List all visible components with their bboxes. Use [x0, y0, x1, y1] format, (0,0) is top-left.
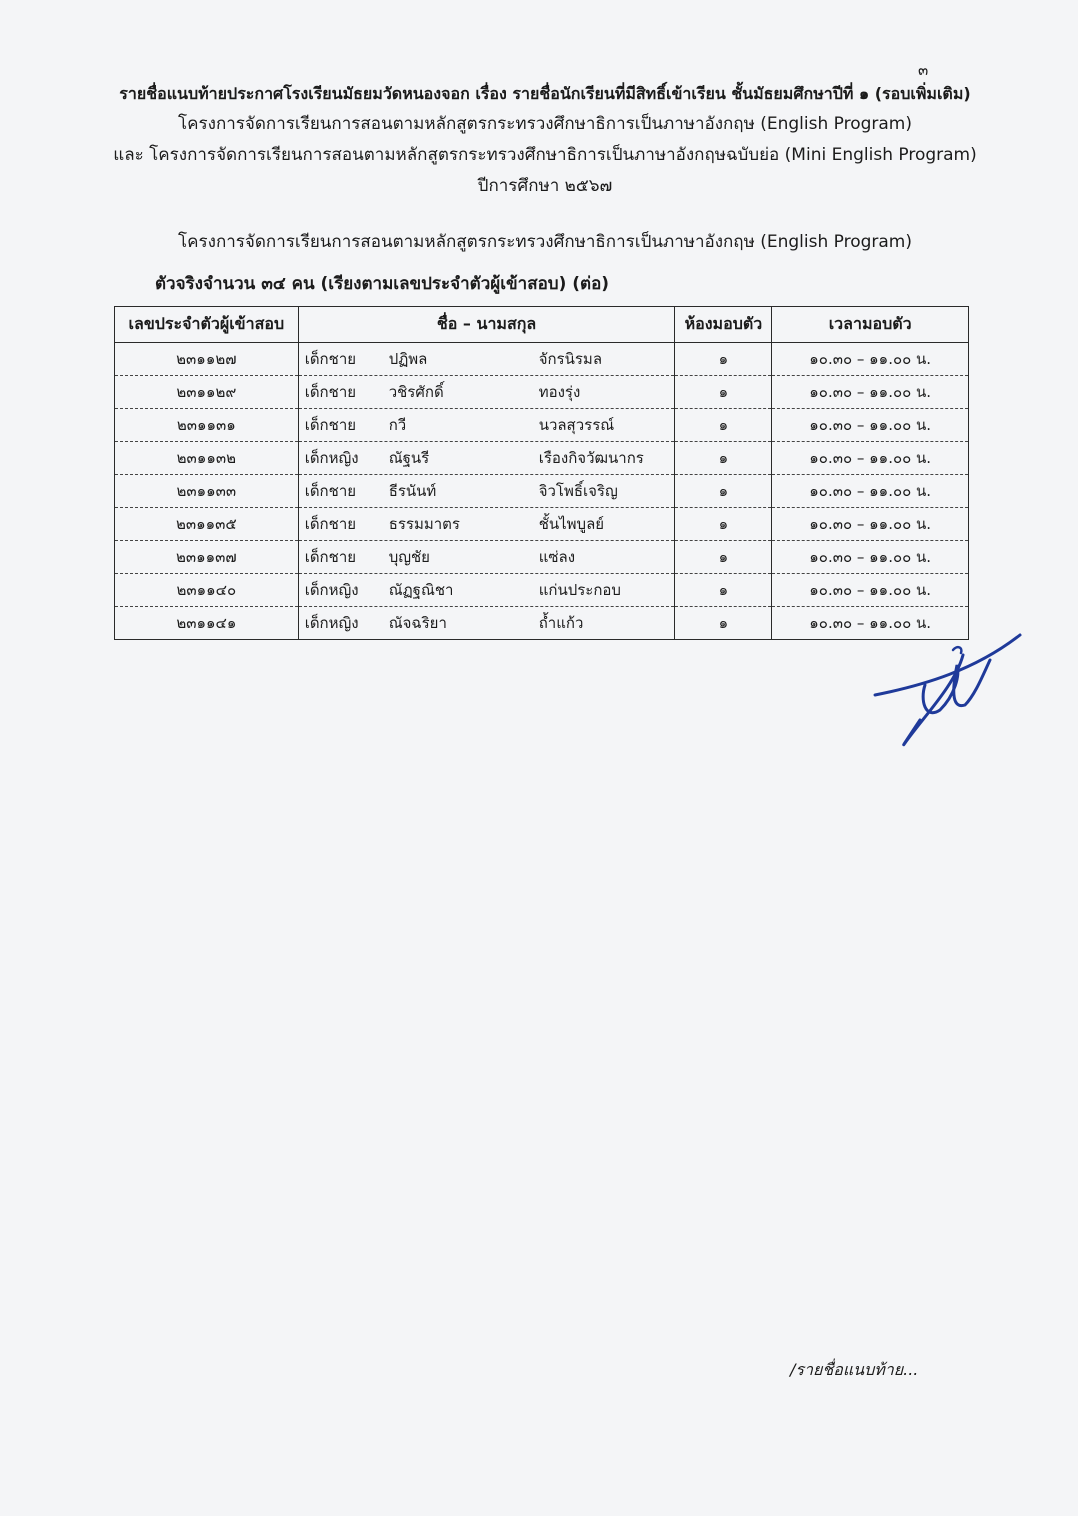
cell-first-name: ธีรนันท์	[388, 482, 437, 500]
count-line: ตัวจริงจำนวน ๓๔ คน (เรียงตามเลขประจำตัวผู้เข้าสอบ) (ต่อ)	[155, 274, 610, 294]
cell-room: ๑	[675, 442, 772, 475]
table-row	[115, 475, 969, 508]
footer-note: /รายชื่อแนบท้าย...	[790, 1360, 919, 1379]
cell-first-name: ณัฏฐณิชา	[388, 581, 454, 599]
cell-title: เด็กชาย	[304, 416, 357, 434]
cell-time: ๑๐.๓๐ – ๑๑.๐๐ น.	[772, 409, 969, 442]
cell-room: ๑	[675, 376, 772, 409]
cell-time: ๑๐.๓๐ – ๑๑.๐๐ น.	[772, 442, 969, 475]
table-row	[115, 607, 969, 640]
cell-room: ๑	[675, 607, 772, 640]
cell-title: เด็กชาย	[304, 482, 357, 500]
cell-last-name: ทองรุ่ง	[538, 383, 581, 401]
header-room: ห้องมอบตัว	[675, 307, 772, 343]
header-line-2: โครงการจัดการเรียนการสอนตามหลักสูตรกระทรวงศึกษาธิการเป็นภาษาอังกฤษ (English Program)	[178, 114, 912, 134]
cell-time: ๑๐.๓๐ – ๑๑.๐๐ น.	[772, 475, 969, 508]
table-row	[115, 541, 969, 574]
cell-name	[298, 541, 675, 574]
cell-room: ๑	[675, 343, 772, 376]
table-row	[115, 442, 969, 475]
signature-icon	[865, 625, 1025, 755]
cell-time: ๑๐.๓๐ – ๑๑.๐๐ น.	[772, 376, 969, 409]
table-row	[115, 409, 969, 442]
cell-id: ๒๓๑๑๒๗	[115, 343, 299, 376]
cell-title: เด็กชาย	[304, 383, 357, 401]
cell-name	[298, 607, 675, 640]
cell-title: เด็กหญิง	[304, 614, 359, 632]
header-line-4: ปีการศึกษา ๒๕๖๗	[477, 176, 613, 196]
cell-last-name: นวลสุวรรณ์	[538, 416, 615, 434]
cell-last-name: เรืองกิจวัฒนากร	[538, 449, 644, 467]
cell-time: ๑๐.๓๐ – ๑๑.๐๐ น.	[772, 541, 969, 574]
cell-name	[298, 343, 675, 376]
cell-id: ๒๓๑๑๓๓	[115, 475, 299, 508]
cell-id: ๒๓๑๑๓๒	[115, 442, 299, 475]
cell-name	[298, 508, 675, 541]
cell-title: เด็กชาย	[304, 548, 357, 566]
cell-first-name: กวี	[388, 416, 407, 434]
cell-first-name: ปฏิพล	[388, 350, 428, 368]
cell-id: ๒๓๑๑๒๙	[115, 376, 299, 409]
cell-room: ๑	[675, 508, 772, 541]
header-time: เวลามอบตัว	[772, 307, 969, 343]
cell-id: ๒๓๑๑๓๕	[115, 508, 299, 541]
cell-name	[298, 376, 675, 409]
cell-first-name: ณัจฉริยา	[388, 614, 447, 632]
header-line-1: รายชื่อแนบท้ายประกาศโรงเรียนมัธยมวัดหนองจอก เรื่อง รายชื่อนักเรียนที่มีสิทธิ์เข้าเรียน ชั้นมัธยมศึกษาปีที่ ๑ (รอบเพิ่มเติม)	[119, 84, 971, 103]
cell-name	[298, 409, 675, 442]
table-row	[115, 574, 969, 607]
student-roster-table	[114, 306, 969, 640]
cell-id: ๒๓๑๑๓๑	[115, 409, 299, 442]
table-row	[115, 508, 969, 541]
cell-first-name: ณัฐนรี	[388, 449, 430, 467]
cell-room: ๑	[675, 574, 772, 607]
document-header	[60, 78, 1030, 202]
cell-title: เด็กหญิง	[304, 581, 359, 599]
cell-title: เด็กชาย	[304, 515, 357, 533]
cell-name	[298, 574, 675, 607]
table-row	[115, 376, 969, 409]
section-title: โครงการจัดการเรียนการสอนตามหลักสูตรกระทรวงศึกษาธิการเป็นภาษาอังกฤษ (English Program)	[178, 232, 912, 252]
cell-first-name: วชิรศักดิ์	[388, 383, 444, 401]
cell-id: ๒๓๑๑๔๑	[115, 607, 299, 640]
cell-room: ๑	[675, 475, 772, 508]
table-header-row	[115, 307, 969, 343]
header-name: ชื่อ – นามสกุล	[298, 307, 675, 343]
cell-last-name: จิวโพธิ์เจริญ	[538, 482, 618, 500]
cell-title: เด็กหญิง	[304, 449, 359, 467]
cell-id: ๒๓๑๑๔๐	[115, 574, 299, 607]
cell-time: ๑๐.๓๐ – ๑๑.๐๐ น.	[772, 574, 969, 607]
cell-room: ๑	[675, 409, 772, 442]
header-line-3: และ โครงการจัดการเรียนการสอนตามหลักสูตรกระทรวงศึกษาธิการเป็นภาษาอังกฤษฉบับย่อ (Mini English Program)	[113, 145, 977, 165]
cell-time: ๑๐.๓๐ – ๑๑.๐๐ น.	[772, 607, 969, 640]
table-body	[115, 343, 969, 640]
cell-last-name: จักรนิรมล	[538, 350, 603, 368]
cell-last-name: แซ่ลง	[538, 548, 576, 566]
cell-id: ๒๓๑๑๓๗	[115, 541, 299, 574]
page-number: ๓	[918, 61, 929, 79]
cell-time: ๑๐.๓๐ – ๑๑.๐๐ น.	[772, 508, 969, 541]
cell-time: ๑๐.๓๐ – ๑๑.๐๐ น.	[772, 343, 969, 376]
cell-first-name: บุญชัย	[388, 548, 430, 566]
table-row	[115, 343, 969, 376]
cell-last-name: ถ้ำแก้ว	[538, 614, 584, 632]
cell-last-name: ชั้นไพบูลย์	[538, 515, 605, 533]
header-id: เลขประจำตัวผู้เข้าสอบ	[115, 307, 299, 343]
cell-name	[298, 475, 675, 508]
cell-first-name: ธรรมมาตร	[388, 515, 460, 533]
cell-last-name: แก่นประกอบ	[538, 581, 621, 599]
cell-room: ๑	[675, 541, 772, 574]
cell-name	[298, 442, 675, 475]
cell-title: เด็กชาย	[304, 350, 357, 368]
